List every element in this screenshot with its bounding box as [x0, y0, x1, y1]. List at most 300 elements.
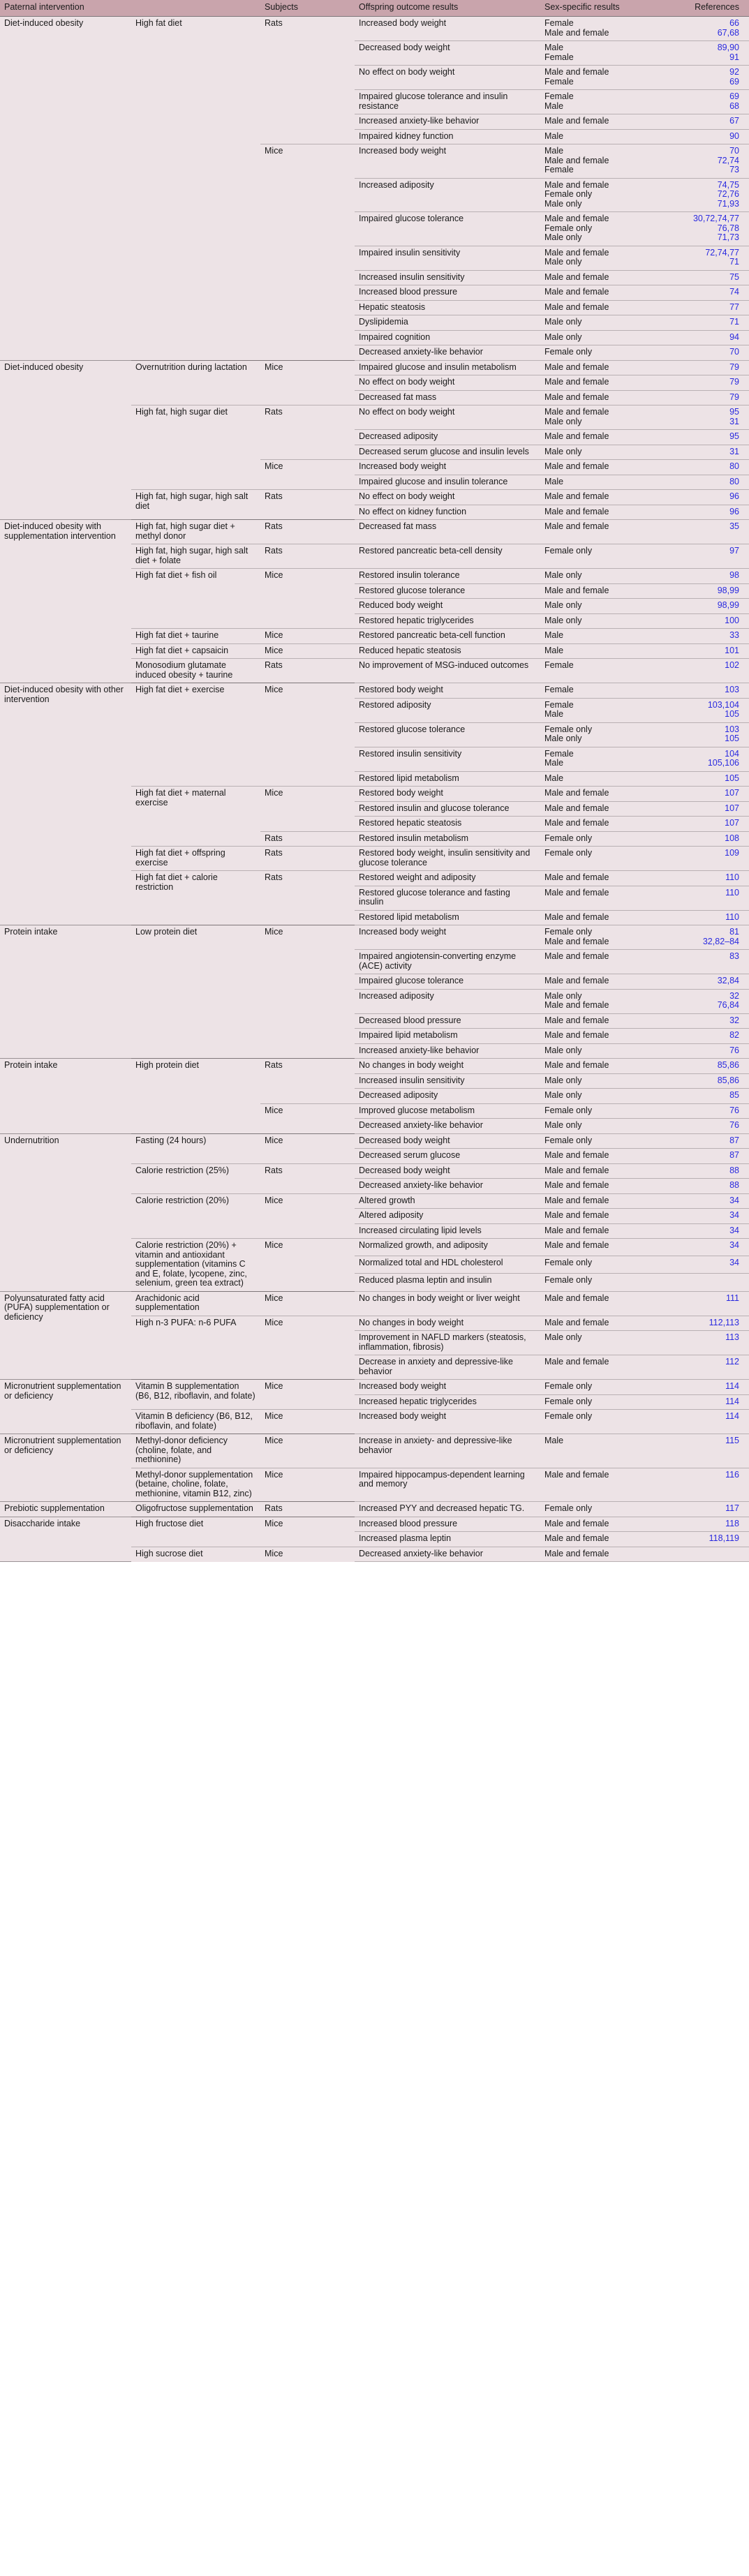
outcome-cell: Restored glucose tolerance [355, 583, 540, 599]
table-row [0, 1059, 749, 1074]
outcome-cell: Restored pancreatic beta-cell density [355, 544, 540, 569]
sex-cell: Male only [540, 569, 675, 584]
reference-cell[interactable]: 92 69 [675, 66, 749, 90]
sex-cell: Male only [540, 613, 675, 629]
reference-cell[interactable]: 76 [675, 1043, 749, 1059]
sex-cell: Male and female Female only Male only [540, 178, 675, 212]
outcome-cell: Altered adiposity [355, 1209, 540, 1224]
outcome-cell: Increased anxiety-like behavior [355, 1043, 540, 1059]
sex-cell: Male Female [540, 41, 675, 66]
outcome-cell: Decreased adiposity [355, 1089, 540, 1104]
subject-cell: Mice [260, 1380, 355, 1410]
sex-cell: Male and female [540, 1291, 675, 1316]
sex-cell: Male and female [540, 1223, 675, 1239]
outcome-cell: Decreased blood pressure [355, 1013, 540, 1029]
reference-cell[interactable]: 83 [675, 950, 749, 974]
diet-cell: High fat diet + taurine [131, 629, 260, 644]
subject-cell: Rats [265, 872, 283, 882]
diet-cell: Calorie restriction (20%) [131, 1193, 260, 1239]
subject-cell: Mice [265, 1240, 283, 1250]
subject-cell: Mice [260, 683, 355, 787]
reference-cell[interactable]: 90 [675, 129, 749, 144]
table-row [0, 360, 749, 375]
intervention-cell: Polyunsaturated fatty acid (PUFA) supplementation or deficiency [0, 1291, 131, 1380]
reference-cell[interactable]: 34 [675, 1256, 749, 1274]
reference-cell[interactable]: 76 [675, 1103, 749, 1119]
reference-cell[interactable]: 88 [675, 1163, 749, 1179]
reference-cell[interactable]: 110 [675, 910, 749, 925]
reference-cell[interactable]: 66 67,68 [675, 17, 749, 41]
intervention-cell: Disaccharide intake [0, 1517, 131, 1562]
sex-cell: Female only [540, 1274, 675, 1291]
reference-cell[interactable]: 114 [675, 1394, 749, 1410]
reference-cell[interactable]: 115 [675, 1434, 749, 1468]
sex-cell: Male [540, 643, 675, 659]
sex-cell: Male only [540, 1073, 675, 1089]
reference-cell[interactable]: 76 [675, 1119, 749, 1134]
sex-cell: Male and female [540, 1547, 675, 1562]
reference-cell[interactable]: 114 [675, 1380, 749, 1395]
reference-cell[interactable]: 80 [675, 475, 749, 490]
outcome-cell: Impaired angiotensin-converting enzyme (ACE) activity [355, 950, 540, 974]
subject-cell: Rats [260, 831, 355, 847]
table-row [0, 1380, 749, 1395]
table-row [0, 17, 749, 41]
outcome-cell: Impaired kidney function [355, 129, 540, 144]
outcome-cell: Restored weight and adiposity [355, 871, 540, 886]
reference-cell[interactable] [675, 1274, 749, 1291]
reference-cell[interactable]: 95 [675, 430, 749, 445]
outcome-cell: Increased blood pressure [355, 1517, 540, 1532]
subject-cell: Mice [260, 569, 355, 629]
diet-cell: Oligofructose supplementation [131, 1502, 260, 1517]
subject-cell: Rats [260, 1163, 355, 1193]
reference-cell[interactable]: 85,86 [675, 1073, 749, 1089]
subject-cell: Mice [265, 1469, 283, 1480]
outcome-cell: Restored body weight, insulin sensitivity and glucose tolerance [355, 847, 540, 871]
reference-cell[interactable]: 74,75 72,76 71,93 [675, 178, 749, 212]
diet-cell: Calorie restriction (20%) + vitamin and antioxidant supplementation (vitamins C and E, folate, lycopene, zinc, selenium, green tea extract) [135, 1240, 247, 1288]
outcome-cell: Reduced plasma leptin and insulin [355, 1274, 540, 1291]
sex-cell: Female only [540, 1502, 675, 1517]
table-row [0, 1291, 749, 1316]
outcome-cell: Restored insulin sensitivity [355, 747, 540, 771]
header-references: References [675, 0, 749, 17]
sex-cell: Male and female [540, 114, 675, 130]
reference-cell[interactable]: 71 [675, 315, 749, 331]
reference-cell[interactable]: 75 [675, 270, 749, 285]
reference-cell[interactable]: 81 32,82–84 [675, 925, 749, 950]
diet-cell: High fat diet + offspring exercise [131, 847, 260, 871]
sex-cell: Male and female [540, 1193, 675, 1209]
reference-cell[interactable]: 110 [675, 886, 749, 910]
reference-cell[interactable]: 80 [675, 460, 749, 475]
sex-cell: Female Male [540, 698, 675, 722]
reference-cell[interactable]: 114 [675, 1410, 749, 1434]
outcome-cell: Restored hepatic triglycerides [355, 613, 540, 629]
intervention-cell: Protein intake [0, 925, 131, 1059]
reference-cell[interactable]: 32 [675, 1013, 749, 1029]
reference-cell[interactable]: 87 [675, 1133, 749, 1149]
sex-cell: Male and female Male only [540, 405, 675, 430]
table-header [0, 0, 749, 17]
reference-cell[interactable]: 103 105 [675, 722, 749, 747]
diet-cell: High n-3 PUFA: n-6 PUFA [135, 1317, 237, 1327]
table-row [0, 1133, 749, 1149]
sex-cell: Male and female [540, 1517, 675, 1532]
outcome-cell: Increased body weight [355, 925, 540, 950]
outcome-cell: Impaired glucose and insulin tolerance [355, 475, 540, 490]
sex-cell: Male only [540, 315, 675, 331]
sex-cell: Male and female [540, 1239, 675, 1256]
outcome-cell: Increased insulin sensitivity [355, 1073, 540, 1089]
diet-cell: Vitamin B supplementation (B6, B12, riboflavin, and folate) [131, 1380, 260, 1410]
sex-cell: Male Male and female Female [540, 144, 675, 179]
diet-cell: High fat diet [131, 17, 260, 361]
sex-cell: Male and female [540, 1316, 675, 1331]
reference-cell[interactable]: 109 [675, 847, 749, 871]
outcome-cell: Decreased body weight [355, 1133, 540, 1149]
sex-cell: Male and female [540, 430, 675, 445]
outcome-cell: Increased body weight [355, 144, 540, 179]
outcome-cell: Increased hepatic triglycerides [355, 1394, 540, 1410]
reference-cell[interactable]: 72,74,77 71 [675, 246, 749, 270]
reference-cell[interactable]: 96 [675, 505, 749, 520]
sex-cell: Female only [540, 847, 675, 871]
outcome-cell: No changes in body weight [355, 1059, 540, 1074]
reference-cell[interactable]: 112,113 [675, 1316, 749, 1331]
reference-cell[interactable]: 94 [675, 330, 749, 345]
outcome-cell: Restored insulin tolerance [355, 569, 540, 584]
sex-cell: Male and female [540, 974, 675, 990]
outcome-cell: No effect on body weight [355, 66, 540, 90]
reference-cell[interactable]: 98,99 [675, 583, 749, 599]
subject-cell: Mice [260, 460, 355, 490]
outcome-cell: Increased adiposity [355, 989, 540, 1013]
outcome-cell: Decreased adiposity [355, 430, 540, 445]
sex-cell: Female Male and female [540, 17, 675, 41]
reference-cell[interactable]: 74 [675, 285, 749, 301]
subject-cell: Mice [265, 1317, 283, 1327]
sex-cell: Female only [540, 544, 675, 569]
outcome-cell: Normalized growth, and adiposity [355, 1239, 540, 1256]
intervention-cell: Protein intake [0, 1059, 131, 1134]
sex-cell: Male and female [540, 1209, 675, 1224]
intervention-cell: Diet-induced obesity [0, 17, 131, 361]
sex-cell: Male and female [540, 1355, 675, 1380]
reference-cell[interactable]: 111 [675, 1291, 749, 1316]
outcome-cell: Restored lipid metabolism [355, 910, 540, 925]
reference-cell[interactable]: 118 [675, 1517, 749, 1532]
outcome-cell: Increased body weight [355, 1380, 540, 1395]
diet-cell: High fat, high sugar, high salt diet [135, 491, 249, 511]
outcome-cell: Increased adiposity [355, 178, 540, 212]
sex-cell: Female [540, 683, 675, 699]
outcome-cell: Decreased body weight [355, 41, 540, 66]
diet-cell: Monosodium glutamate induced obesity + taurine [135, 660, 233, 680]
sex-cell: Male and female [540, 787, 675, 802]
reference-cell[interactable]: 31 [675, 445, 749, 460]
sex-cell: Male only [540, 330, 675, 345]
sex-cell: Male and female [540, 1163, 675, 1179]
outcome-cell: Decreased anxiety-like behavior [355, 345, 540, 361]
header-paternal-intervention: Paternal intervention [0, 0, 131, 17]
diet-cell: High fructose diet [131, 1517, 260, 1547]
sex-cell: Female only [540, 1256, 675, 1274]
table-body [0, 17, 749, 1562]
sex-cell: Male and female Female only Male only [540, 212, 675, 246]
sex-cell: Male and female [540, 375, 675, 391]
sex-cell: Male [540, 475, 675, 490]
outcome-cell: Decreased body weight [355, 1163, 540, 1179]
diet-cell: Low protein diet [131, 925, 260, 1059]
reference-cell[interactable]: 98 [675, 569, 749, 584]
reference-cell[interactable]: 70 [675, 345, 749, 361]
reference-cell[interactable]: 110 [675, 871, 749, 886]
reference-cell[interactable]: 77 [675, 300, 749, 315]
outcome-cell: Decreased anxiety-like behavior [355, 1547, 540, 1562]
diet-cell: High fat, high sugar diet [131, 405, 260, 490]
reference-cell[interactable]: 113 [675, 1331, 749, 1355]
sex-cell: Male [540, 1434, 675, 1468]
sex-cell: Female only [540, 1394, 675, 1410]
reference-cell[interactable]: 67 [675, 114, 749, 130]
sex-cell: Male only [540, 1043, 675, 1059]
reference-cell[interactable]: 30,72,74,77 76,78 71,73 [675, 212, 749, 246]
outcome-cell: No effect on body weight [355, 490, 540, 505]
sex-cell: Male and female [540, 817, 675, 832]
reference-cell[interactable]: 34 [675, 1209, 749, 1224]
diet-cell: High fat diet + calorie restriction [135, 872, 218, 892]
sex-cell: Male only [540, 1119, 675, 1134]
outcome-cell: Impaired glucose tolerance and insulin resistance [355, 90, 540, 114]
sex-cell: Male and female [540, 300, 675, 315]
reference-cell[interactable] [675, 1547, 749, 1562]
sex-cell: Female only [540, 345, 675, 361]
sex-cell: Male only [540, 445, 675, 460]
outcome-cell: Decreased fat mass [355, 390, 540, 405]
sex-cell: Male and female [540, 285, 675, 301]
outcome-cell: Increased insulin sensitivity [355, 270, 540, 285]
reference-cell[interactable]: 79 [675, 375, 749, 391]
table-row [0, 1502, 749, 1517]
reference-cell[interactable]: 32,84 [675, 974, 749, 990]
outcome-cell: No effect on kidney function [355, 505, 540, 520]
outcome-cell: Restored body weight [355, 787, 540, 802]
subject-cell: Mice [260, 1434, 355, 1468]
outcome-cell: Decreased serum glucose and insulin levels [355, 445, 540, 460]
intervention-cell: Diet-induced obesity [0, 360, 131, 520]
intervention-cell: Micronutrient supplementation or deficiency [0, 1434, 131, 1502]
outcome-cell: Restored insulin and glucose tolerance [355, 801, 540, 817]
reference-cell[interactable]: 117 [675, 1502, 749, 1517]
outcome-cell: Increased body weight [355, 460, 540, 475]
reference-cell[interactable]: 101 [675, 643, 749, 659]
reference-cell[interactable]: 104 105,106 [675, 747, 749, 771]
outcome-cell: Restored pancreatic beta-cell function [355, 629, 540, 644]
diet-cell: Overnutrition during lactation [131, 360, 260, 405]
reference-cell[interactable]: 79 [675, 390, 749, 405]
sex-cell: Male and female [540, 490, 675, 505]
outcome-cell: Impaired glucose and insulin metabolism [355, 360, 540, 375]
reference-cell[interactable]: 112 [675, 1355, 749, 1380]
reference-cell[interactable]: 35 [675, 520, 749, 544]
reference-cell[interactable]: 82 [675, 1029, 749, 1044]
outcome-cell: Impaired hippocampus-dependent learning and memory [355, 1468, 540, 1502]
reference-cell[interactable]: 34 [675, 1239, 749, 1256]
diet-cell: Methyl-donor supplementation (betaine, choline, folate, methionine, vitamin B12, zinc) [135, 1469, 253, 1498]
sex-cell: Male and female [540, 886, 675, 910]
outcome-cell: Impaired glucose tolerance [355, 974, 540, 990]
diet-cell: High fat diet + maternal exercise [131, 787, 260, 847]
sex-cell: Male [540, 629, 675, 644]
sex-cell: Male and female [540, 1179, 675, 1194]
outcome-cell: Increase in anxiety- and depressive-like behavior [355, 1434, 540, 1468]
outcome-cell: Restored glucose tolerance [355, 722, 540, 747]
outcome-cell: Reduced body weight [355, 599, 540, 614]
diet-cell: High sucrose diet [135, 1548, 203, 1558]
diet-cell: Fasting (24 hours) [131, 1133, 260, 1163]
outcome-cell: Reduced hepatic steatosis [355, 643, 540, 659]
reference-cell[interactable]: 118,119 [675, 1532, 749, 1547]
outcome-cell: No effect on body weight [355, 375, 540, 391]
sex-cell: Male and female [540, 871, 675, 886]
reference-cell[interactable]: 102 [675, 659, 749, 683]
sex-cell: Male and female [540, 1013, 675, 1029]
diet-cell: High fat diet + fish oil [131, 569, 260, 629]
sex-cell: Male and female [540, 460, 675, 475]
header-outcome-results: Offspring outcome results [355, 0, 540, 17]
subject-cell: Mice [260, 629, 355, 644]
outcome-cell: Restored insulin metabolism [355, 831, 540, 847]
reference-cell[interactable]: 88 [675, 1179, 749, 1194]
outcome-cell: Increased PYY and decreased hepatic TG. [355, 1502, 540, 1517]
sex-cell: Male and female [540, 520, 675, 544]
intervention-cell: Undernutrition [0, 1133, 131, 1291]
reference-cell[interactable]: 116 [675, 1468, 749, 1502]
header-diet [131, 0, 260, 17]
sex-cell: Male and female [540, 1149, 675, 1164]
outcome-cell: Restored body weight [355, 683, 540, 699]
sex-cell: Female only [540, 1410, 675, 1434]
sex-cell: Female only Male only [540, 722, 675, 747]
outcome-cell: Increased anxiety-like behavior [355, 114, 540, 130]
outcome-cell: Increased plasma leptin [355, 1532, 540, 1547]
reference-cell[interactable]: 33 [675, 629, 749, 644]
outcome-cell: Restored glucose tolerance and fasting insulin [355, 886, 540, 910]
sex-cell: Male and female [540, 360, 675, 375]
reference-cell[interactable]: 34 [675, 1193, 749, 1209]
diet-cell: High fat, high sugar diet + methyl donor [131, 520, 260, 544]
outcome-cell: Impaired insulin sensitivity [355, 246, 540, 270]
subject-cell: Mice [265, 146, 283, 156]
intervention-cell: Prebiotic supplementation [0, 1502, 131, 1517]
reference-cell[interactable]: 85 [675, 1089, 749, 1104]
subject-cell: Mice [260, 1517, 355, 1547]
reference-cell[interactable]: 103 [675, 683, 749, 699]
reference-cell[interactable]: 108 [675, 831, 749, 847]
intervention-cell: Diet-induced obesity with other intervention [0, 683, 131, 925]
outcome-cell: Increased blood pressure [355, 285, 540, 301]
sex-cell: Male only [540, 1089, 675, 1104]
reference-cell[interactable]: 105 [675, 771, 749, 787]
sex-cell: Male and female [540, 390, 675, 405]
reference-cell[interactable]: 87 [675, 1149, 749, 1164]
reference-cell[interactable]: 107 [675, 787, 749, 802]
outcome-cell: Impaired lipid metabolism [355, 1029, 540, 1044]
outcome-cell: Dyslipidemia [355, 315, 540, 331]
table-row [0, 1517, 749, 1532]
subject-cell: Rats [260, 520, 355, 544]
diet-cell: High fat diet + capsaicin [131, 643, 260, 659]
sex-cell: Male and female [540, 1059, 675, 1074]
subject-cell: Mice [260, 1133, 355, 1163]
outcome-cell: Decreased serum glucose [355, 1149, 540, 1164]
outcome-cell: Improvement in NAFLD markers (steatosis, inflammation, fibrosis) [355, 1331, 540, 1355]
sex-cell: Female [540, 659, 675, 683]
diet-cell: Methyl-donor deficiency (choline, folate, and methionine) [131, 1434, 260, 1468]
intervention-cell: Micronutrient supplementation or deficiency [0, 1380, 131, 1434]
outcome-cell: Decreased anxiety-like behavior [355, 1179, 540, 1194]
table-row [0, 1434, 749, 1468]
sex-cell: Male and female [540, 1029, 675, 1044]
outcome-cell: No changes in body weight or liver weight [355, 1291, 540, 1316]
subject-cell: Rats [260, 847, 355, 871]
sex-cell: Male only Male and female [540, 989, 675, 1013]
reference-cell[interactable]: 34 [675, 1223, 749, 1239]
sex-cell: Male only [540, 599, 675, 614]
reference-cell[interactable]: 32 76,84 [675, 989, 749, 1013]
reference-cell[interactable]: 98,99 [675, 599, 749, 614]
reference-cell[interactable]: 70 72,74 73 [675, 144, 749, 179]
reference-cell[interactable]: 69 68 [675, 90, 749, 114]
outcome-cell: Increased body weight [355, 1410, 540, 1434]
outcome-cell: Decrease in anxiety and depressive-like behavior [355, 1355, 540, 1380]
reference-cell[interactable]: 97 [675, 544, 749, 569]
reference-cell[interactable]: 79 [675, 360, 749, 375]
outcome-cell: Normalized total and HDL cholesterol [355, 1256, 540, 1274]
sex-cell: Male and female [540, 1532, 675, 1547]
diet-cell: High fat, high sugar, high salt diet + folate [131, 544, 260, 569]
header-subjects: Subjects [260, 0, 355, 17]
subject-cell: Rats [265, 491, 283, 501]
outcome-cell: Decreased fat mass [355, 520, 540, 544]
reference-cell[interactable]: 107 [675, 817, 749, 832]
subject-cell: Mice [265, 1411, 283, 1421]
subject-cell: Mice [265, 1548, 283, 1558]
reference-cell[interactable]: 89,90 91 [675, 41, 749, 66]
sex-cell: Female only Male and female [540, 925, 675, 950]
reference-cell[interactable]: 96 [675, 490, 749, 505]
sex-cell: Male only [540, 1331, 675, 1355]
sex-cell: Male and female [540, 1468, 675, 1502]
reference-cell[interactable]: 85,86 [675, 1059, 749, 1074]
reference-cell[interactable]: 103,104 105 [675, 698, 749, 722]
outcome-cell: No effect on body weight [355, 405, 540, 430]
sex-cell: Female only [540, 1380, 675, 1395]
subject-cell: Rats [265, 660, 283, 670]
table-row [0, 683, 749, 699]
reference-cell[interactable]: 100 [675, 613, 749, 629]
reference-cell[interactable]: 95 31 [675, 405, 749, 430]
reference-cell[interactable]: 107 [675, 801, 749, 817]
subject-cell: Mice [260, 643, 355, 659]
subject-cell: Mice [260, 925, 355, 1059]
sex-cell: Male and female [540, 950, 675, 974]
sex-cell: Male and female [540, 910, 675, 925]
subject-cell: Rats [260, 1059, 355, 1104]
sex-cell: Male and female Female [540, 66, 675, 90]
